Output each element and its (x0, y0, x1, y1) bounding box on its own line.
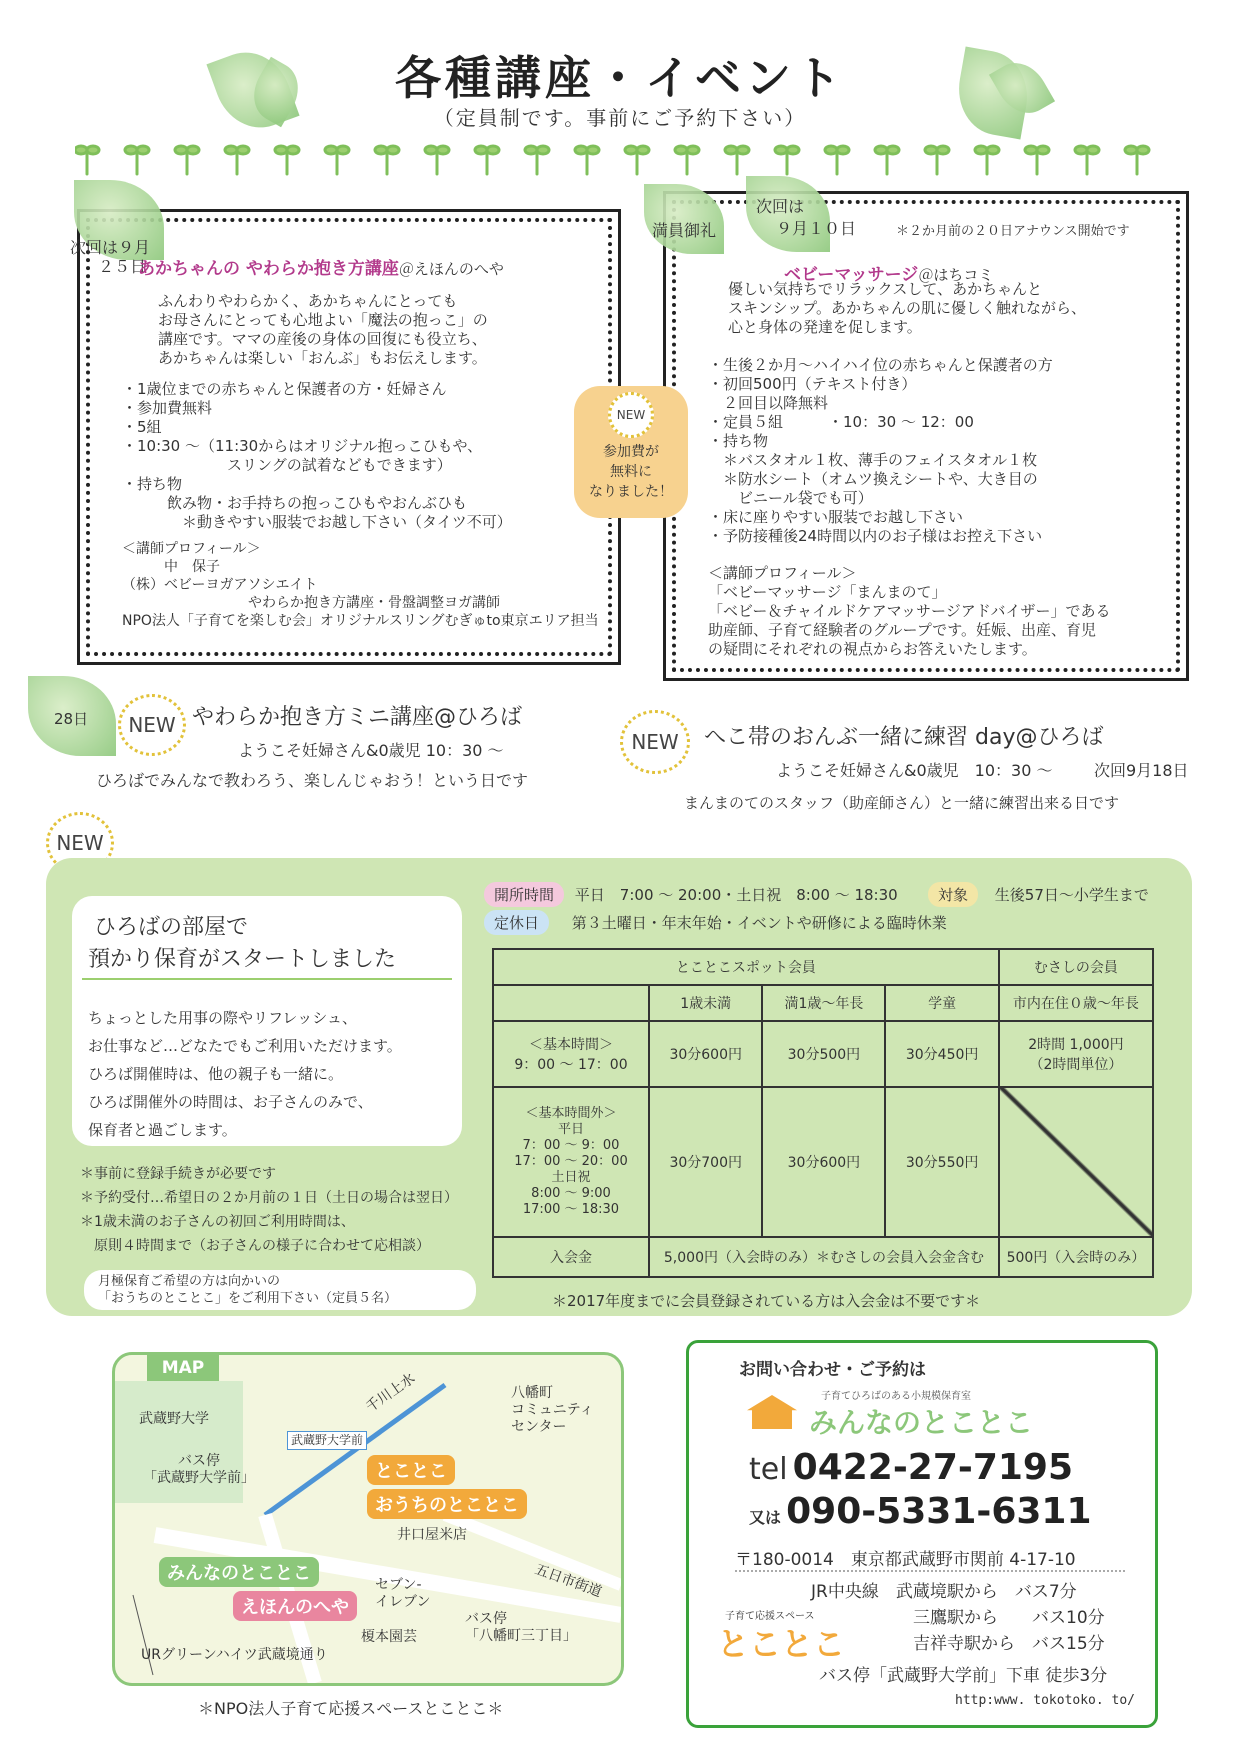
full-booked-label: 満員御礼 (652, 221, 717, 240)
table-cell-empty (999, 1087, 1153, 1237)
map-label-road: 五日市街道 (532, 1561, 604, 1601)
childcare-heading-1: ひろばの部屋で (94, 915, 249, 940)
table-cell: 30分700円 (649, 1087, 762, 1237)
brand-name: みんなのとことこ (809, 1406, 1034, 1439)
map-label-community: 八幡町 コミュニティ センター (511, 1385, 594, 1435)
free-badge-text: 参加費が 無料に なりました！ (589, 444, 673, 500)
next-date-label: 次回は９月 ２５日 (70, 238, 151, 276)
bus-info: バス停「武蔵野大学前」下車 徒歩3分 (819, 1666, 1108, 1686)
website-link[interactable]: http:www. tokotoko. to/ (955, 1693, 1136, 1708)
alt-phone-line: 又は 090-5331-6311 (749, 1491, 1092, 1532)
mini-event-desc: まんまのてのスタッフ（助産師さん）と一緒に練習出来る日です (684, 794, 1120, 812)
small-logo-caption: 子育て応援スペース (725, 1611, 815, 1622)
phone-number[interactable]: 0422-27-7195 (792, 1447, 1074, 1488)
announcement-note: ＊２か月前の２０日アナウンス開始です (896, 224, 1130, 239)
event-title: あかちゃんの やわらか抱き方講座＠えほんのへや (138, 259, 504, 279)
table-footnote: ＊2017年度までに会員登録されている方は入会金は不要です＊ (552, 1292, 981, 1310)
table-cell: 30分450円 (885, 1021, 998, 1087)
open-tag: 開所時間 (484, 882, 564, 907)
map-label-bus-stop-2: バス停 「八幡町三丁目」 (465, 1611, 577, 1644)
table-column-header: 満1歳～年長 (762, 985, 885, 1021)
map-label-seven: セブン- イレブン (375, 1577, 431, 1610)
target-tag: 対象 (928, 882, 978, 907)
childcare-notes: ＊事前に登録手続きが必要です ＊予約受付…希望日の２か月前の１日（土日の場合は翌日） ＊1歳未満のお子さんの初回ご利用時間は、 原則４時間まで（お子さんの様子に合わせて応相談） (80, 1166, 458, 1254)
event-description: ふんわりやわらかく、あかちゃんにとっても お母さんにとっても心地よい「魔法の抱っこ」の 講座です。ママの産後の身体の回復にも役立ち、 あかちゃんは楽しい「おんぶ」もお伝えします。 (158, 292, 488, 367)
map-label-river: 千川上水 (363, 1370, 419, 1416)
table-cell: 2時間 1,000円 （2時間単位） (999, 1021, 1153, 1087)
new-badge: NEW (46, 812, 114, 874)
new-badge: NEW (118, 694, 186, 756)
table-column-header: 1歳未満 (649, 985, 762, 1021)
map-header: MAP (147, 1355, 219, 1381)
contact-box (686, 1340, 1158, 1728)
map-label-enoki: 榎本園芸 (361, 1629, 417, 1645)
next-date-label: 次回は ９月１０日 (756, 197, 857, 238)
map-label-ur: URグリーンハイツ武蔵境通り (141, 1647, 328, 1663)
map (112, 1352, 624, 1686)
table-cell: 30分600円 (649, 1021, 762, 1087)
phone-line: tel 0422-27-7195 (749, 1447, 1074, 1488)
map-pin-ehon: えほんのへや (233, 1591, 357, 1621)
divider (82, 978, 452, 980)
mini-event-sub: ようこそ妊婦さん&0歳児 10：30 ～ (776, 761, 1053, 780)
table-cell: 500円（入会時のみ） (999, 1237, 1153, 1277)
house-icon (747, 1395, 797, 1429)
page-subtitle: （定員制です。事前にご予約下さい） (433, 106, 807, 130)
mini-event-title: やわらか抱き方ミニ講座@ひろば (192, 705, 523, 730)
map-caption: ＊NPO法人子育て応援スペースとことこ＊ (198, 1699, 504, 1718)
mini-event-day: 28日 (54, 710, 89, 728)
table-column-header: 学童 (885, 985, 998, 1021)
childcare-intro-card (72, 896, 462, 1146)
address: 〒180-0014 東京都武蔵野市関前 4-17-10 (735, 1545, 1125, 1572)
instructor-profile: ＜講師プロフィール＞ 「ベビーマッサージ「まんまのて」 「ベビー＆チャイルドケアマッサージアドバイザー」である 助産師、子育て経験者のグループです。妊娠、出産、育児 の疑問にそれぞれの視点からお答えいたします。 (708, 564, 1111, 658)
table-cell: 5,000円（入会時のみ）＊むさしの会員入会金含む (649, 1237, 999, 1277)
map-pin-minna: みんなのとことこ (159, 1557, 319, 1587)
map-label-bus-stop: バス停 「武蔵野大学前」 (143, 1453, 255, 1486)
new-badge: NEW (608, 392, 654, 438)
map-label-university: 武蔵野大学 (139, 1411, 209, 1427)
table-group-header: とことこスポット会員 (493, 949, 999, 985)
map-pin-tokotoko: とことこ (367, 1455, 455, 1485)
map-label-station: 武蔵野大学前 (287, 1431, 367, 1450)
opening-hours: 開所時間 平日 7:00 ～ 20:00・土日祝 8:00 ～ 18:30 (484, 882, 898, 907)
table-cell: 30分600円 (762, 1087, 885, 1237)
table-row-label: ＜基本時間外＞ 平日 7：00 ～ 9：00 17：00 ～ 20：00 土日祝 8:00 ～ 9:00 17:00 ～ 18:30 (493, 1087, 649, 1237)
childcare-body: ちょっとした用事の際やリフレッシュ、 お仕事など…どなたでもご利用いただけます。 ひろば開催時は、他の親子も一緒に。 ひろば開催外の時間は、お子さんのみで、 保育者と過ごします。 (88, 1009, 402, 1139)
page-title: 各種講座・イベント (395, 51, 845, 105)
childcare-heading-2: 預かり保育がスタートしました (88, 947, 397, 972)
table-corner (493, 985, 649, 1021)
table-row-label: ＜基本時間＞ 9：00 ～ 17：00 (493, 1021, 649, 1087)
small-logo: とことこ (717, 1625, 846, 1663)
mini-event-title: へこ帯のおんぶ一緒に練習 day@ひろば (704, 725, 1104, 750)
closed-tag: 定休日 (484, 910, 549, 935)
table-cell: 30分500円 (762, 1021, 885, 1087)
free-badge (574, 386, 688, 518)
table-group-header: むさしの会員 (999, 949, 1153, 985)
event-details: ・1歳位までの赤ちゃんと保護者の方・妊婦さん ・参加費無料 ・5組 ・10:30 ～（11:30からはオリジナル抱っこひもや、 スリングの試着などもできます） ・持ち物 飲み物・お手持ちの抱っこひもやおんぶひも ＊動きやすい服装でお越し下さい（タイツ不可） (122, 380, 512, 531)
brand-tagline: 子育てひろばのある小規模保育室 (821, 1391, 971, 1402)
monthly-care-note: 月極保育ご希望の方は向かいの 「おうちのとことこ」をご利用下さい（定員５名） (84, 1270, 476, 1310)
event-description: 優しい気持ちでリラックスして、あかちゃんと スキンシップ。あかちゃんの肌に優しく触れながら、 心と身体の発達を促します。 (728, 280, 1086, 336)
access-info: JR中央線 武蔵境駅から バス7分 三鷹駅から バス10分 吉祥寺駅から バス15分 (811, 1582, 1105, 1654)
instructor-profile: ＜講師プロフィール＞ 中 保子 （株）ベビーヨガアソシエイト やわらか抱き方講座・骨盤調整ヨガ講師 NPO法人「子育てを楽しむ会」オリジナルスリングむぎゅto東京エリア担当 (122, 541, 599, 629)
table-row-label: 入会金 (493, 1237, 649, 1277)
new-badge: NEW (620, 710, 690, 774)
table-column-header: 市内在住０歳～年長 (999, 985, 1153, 1021)
table-cell: 30分550円 (885, 1087, 998, 1237)
sprout-border (75, 140, 1175, 176)
map-pin-ouchi: おうちのとことこ (367, 1489, 527, 1519)
mini-event-next: 次回9月18日 (1094, 761, 1189, 780)
contact-heading: お問い合わせ・ご予約は (739, 1360, 926, 1380)
target-age: 対象 生後57日～小学生まで (928, 882, 1149, 907)
fee-table (492, 948, 1154, 1278)
mini-event-sub: ようこそ妊婦さん&0歳児 10：30 ～ (238, 741, 504, 760)
alt-phone-number[interactable]: 090-5331-6311 (786, 1491, 1092, 1532)
map-label-rice-store: 井口屋米店 (397, 1527, 467, 1543)
mini-event-desc: ひろばでみんなで教わろう、楽しんじゃおう！という日です (96, 771, 529, 790)
closed-days: 定休日 第３土曜日・年末年始・イベントや研修による臨時休業 (484, 910, 947, 935)
event-title: ベビーマッサージ＠はちコミ (784, 265, 994, 285)
event-details: ・生後２か月～ハイハイ位の赤ちゃんと保護者の方 ・初回500円（テキスト付き） ２回目以降無料 ・定員５組 ・10：30 ～ 12：00 ・持ち物 ＊バスタオル１枚、薄手のフェイスタオル１枚 ＊防水シート（オムツ換えシートや、大き目の ビニール袋でも可） ・床に座りやすい服装でお越し下さい ・予防接種後24時間以内のお子様はお控え下さい (708, 356, 1053, 545)
